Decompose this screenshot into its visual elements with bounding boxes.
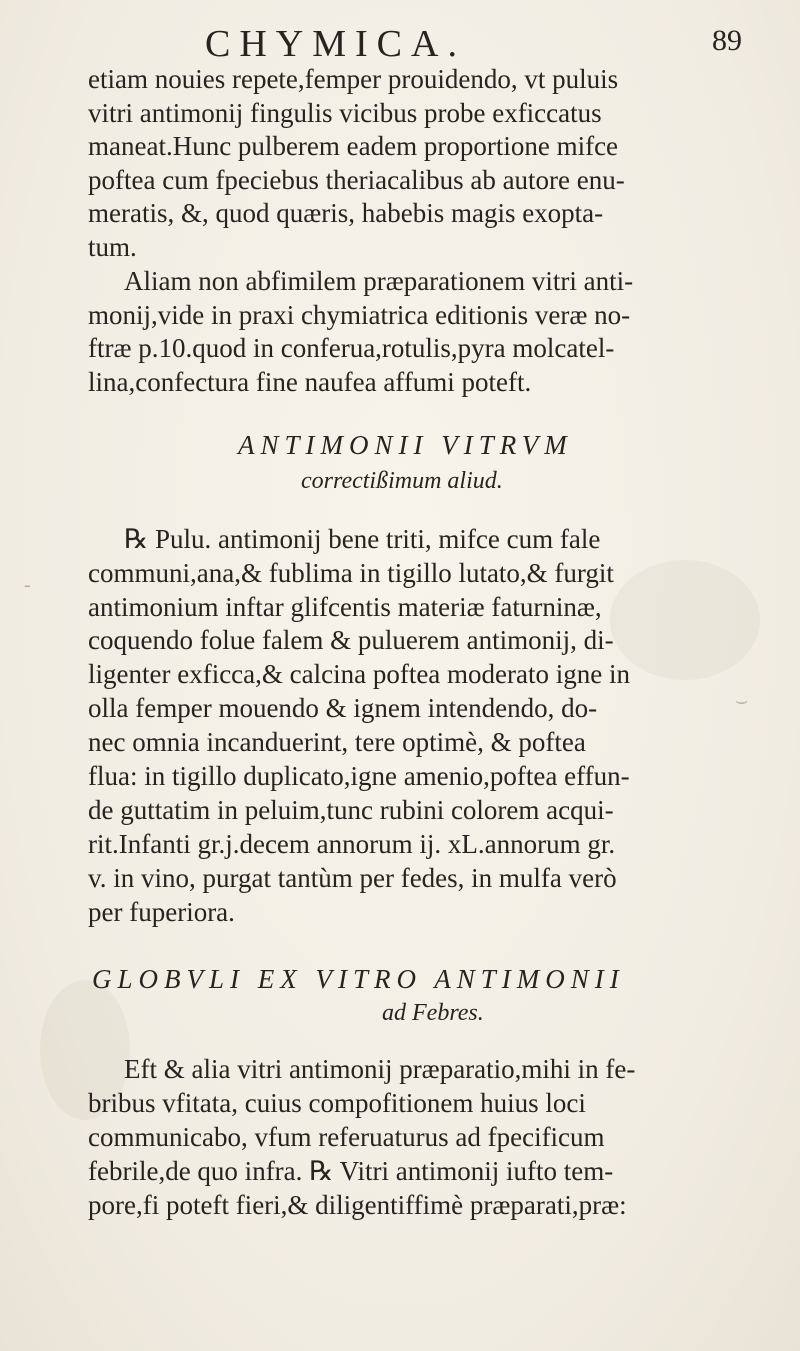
text-line: ftræ p.10.quod in conferua,rotulis,pyra molcatel- xyxy=(88,333,615,363)
text-line: Aliam non abfimilem præparationem vitri anti- xyxy=(124,266,634,296)
text-line: bribus vfitata, cuius compofitionem huius loci xyxy=(88,1088,586,1118)
text-line: flua: in tigillo duplicato,igne amenio,poftea effun- xyxy=(88,761,630,791)
text-line: poftea cum fpeciebus theriacalibus ab autore enu- xyxy=(88,165,625,195)
section-heading: GLOBVLI EX VITRO ANTIMONII xyxy=(92,964,625,994)
text-line: maneat.Hunc pulberem eadem proportione mifce xyxy=(88,131,619,161)
text-line: coquendo folue falem & puluerem antimonij, di- xyxy=(88,625,614,655)
text-line: de guttatim in peluim,tunc rubini colorem acqui- xyxy=(88,795,614,825)
section-subheading: ad Febres. xyxy=(382,1000,484,1026)
text-line: etiam nouies repete,femper prouidendo, vt puluis xyxy=(88,64,619,94)
margin-bleed-mark: ⌣ xyxy=(735,690,749,712)
text-line: vitri antimonij fingulis vicibus probe exficcatus xyxy=(88,98,602,128)
text-line: communi,ana,& fublima in tigillo lutato,& furgit xyxy=(88,558,614,588)
text-line: pore,fi poteft fieri,& diligentiffimè præparati,præ: xyxy=(88,1190,627,1220)
text-line: lina,confectura fine naufea affumi poteft. xyxy=(88,367,532,397)
text-line: rit.Infanti gr.j.decem annorum ij. xL.annorum gr. xyxy=(88,829,616,859)
text-line: tum. xyxy=(88,232,137,262)
running-head: CHYMICA. xyxy=(205,23,466,65)
text-line: per fuperiora. xyxy=(88,897,235,927)
text-line: febrile,de quo infra. ℞ Vitri antimonij iufto tem- xyxy=(88,1156,614,1186)
page-number: 89 xyxy=(712,24,742,57)
text-line: monij,vide in praxi chymiatrica editionis veræ no- xyxy=(88,300,631,330)
section-heading: ANTIMONII VITRVM xyxy=(238,430,573,460)
text-line: v. in vino, purgat tantùm per fedes, in mulfa verò xyxy=(88,863,617,893)
section-subheading: correctißimum aliud. xyxy=(301,468,503,494)
text-line: antimonium inftar glifcentis materiæ faturninæ, xyxy=(88,592,602,622)
text-line: Eft & alia vitri antimonij præparatio,mihi in fe- xyxy=(124,1054,636,1084)
text-line: meratis, &, quod quæris, habebis magis exopta- xyxy=(88,198,604,228)
text-line: ℞ Pulu. antimonij bene triti, mifce cum fale xyxy=(124,524,601,554)
page-header xyxy=(0,18,800,68)
margin-bleed-mark: - xyxy=(24,574,31,596)
text-line: ligenter exficca,& calcina poftea moderato igne in xyxy=(88,659,630,689)
text-line: nec omnia incanduerint, tere optimè, & poftea xyxy=(88,727,586,757)
paper-stain xyxy=(610,560,760,680)
text-line: communicabo, vfum referuaturus ad fpecificum xyxy=(88,1122,605,1152)
text-line: olla femper mouendo & ignem intendendo, do- xyxy=(88,693,598,723)
